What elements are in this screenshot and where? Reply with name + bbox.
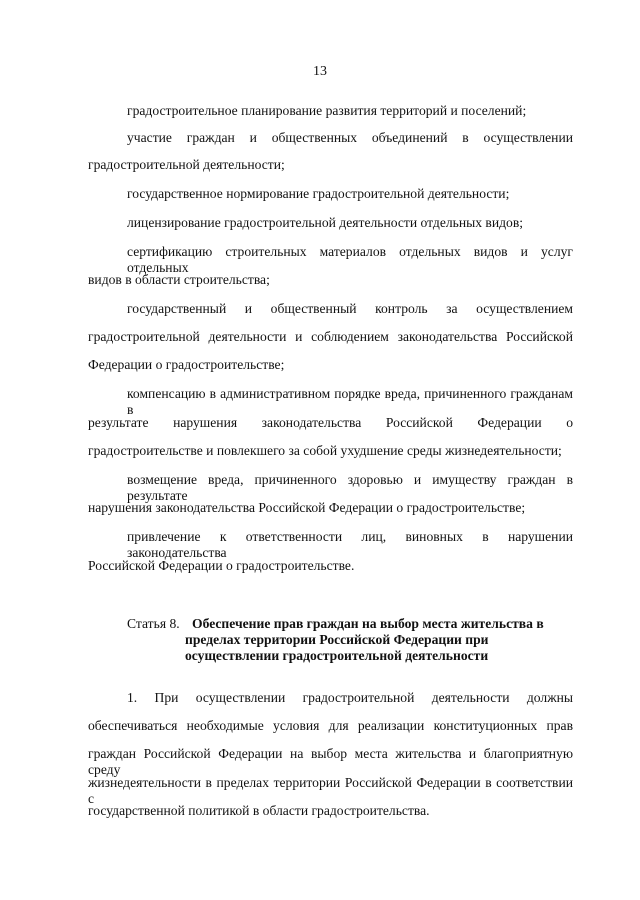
- text-line: граждан Российской Федерации на выбор места жительства и благоприятную среду: [88, 746, 573, 777]
- text-line: нарушения законодательства Российской Федерации о градостроительстве;: [88, 500, 526, 515]
- text-line: Федерации о градостроительстве;: [88, 357, 285, 372]
- text-line: привлечение к ответственности лиц, виновных в нарушении законодательства: [127, 529, 573, 560]
- article-title-line: пределах территории Российской Федерации при: [185, 632, 489, 647]
- text-line: участие граждан и общественных объединений в осуществлении: [127, 130, 573, 145]
- text-line: Российской Федерации о градостроительстве.: [88, 558, 355, 573]
- text-line: сертификацию строительных материалов отдельных видов и услуг отдельных: [127, 244, 573, 275]
- text-line: градостроительной деятельности и соблюдением законодательства Российской: [88, 329, 573, 344]
- text-line: государственный и общественный контроль за осуществлением: [127, 301, 573, 316]
- text-line: градостроительной деятельности;: [88, 157, 285, 172]
- text-line: 1. При осуществлении градостроительной деятельности должны: [127, 690, 573, 705]
- text-line: жизнедеятельности в пределах территории Российской Федерации в соответствии с: [88, 775, 573, 806]
- text-line: государственное нормирование градостроительной деятельности;: [127, 186, 510, 201]
- text-line: государственной политикой в области градостроительства.: [88, 803, 430, 818]
- article-title-line: Обеспечение прав граждан на выбор места жительства в: [192, 616, 544, 631]
- text-line: лицензирование градостроительной деятельности отдельных видов;: [127, 215, 524, 230]
- text-line: компенсацию в административном порядке вреда, причиненного гражданам в: [127, 386, 573, 417]
- page-number: 13: [313, 64, 327, 79]
- text-line: градостроительное планирование развития территорий и поселений;: [127, 103, 527, 118]
- text-line: возмещение вреда, причиненного здоровью и имуществу граждан в результате: [127, 472, 573, 503]
- article-label: Статья 8.: [127, 616, 180, 631]
- article-title-line: осуществлении градостроительной деятельности: [185, 648, 489, 663]
- text-line: обеспечиваться необходимые условия для реализации конституционных прав: [88, 718, 573, 733]
- text-line: градостроительстве и повлекшего за собой ухудшение среды жизнедеятельности;: [88, 443, 562, 458]
- text-line: видов в области строительства;: [88, 272, 270, 287]
- text-line: результате нарушения законодательства Российской Федерации о: [88, 415, 573, 430]
